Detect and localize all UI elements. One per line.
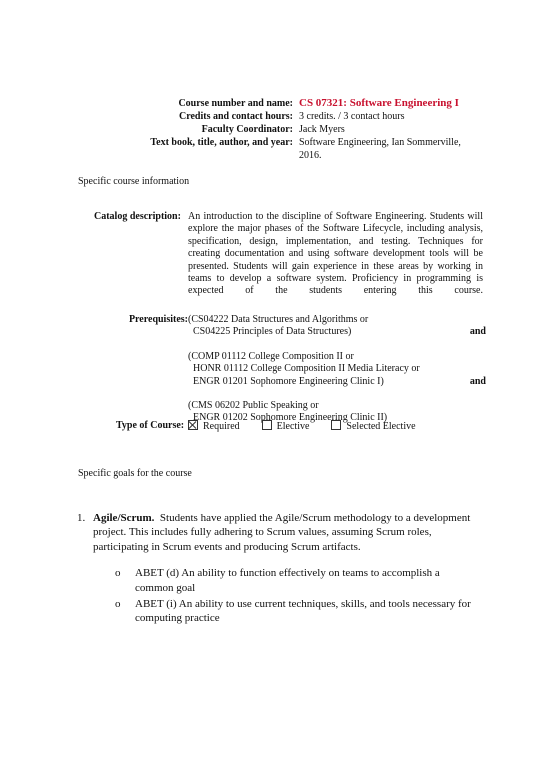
subgoal-list [115, 566, 473, 626]
prerequisite-line: (COMP 01112 College Composition II or [188, 350, 354, 362]
catalog-description [94, 211, 483, 298]
specific-goals-heading: Specific goals for the course [78, 468, 192, 479]
prerequisite-conjunction: and [469, 375, 486, 387]
course-info-row [60, 123, 469, 136]
prerequisite-conjunction: and [469, 326, 486, 337]
course-number-label: Course number and name: [178, 98, 293, 109]
unchecked-box-icon[interactable] [331, 420, 341, 430]
credits-label: Credits and contact hours: [179, 111, 293, 122]
option-label: Elective [276, 421, 310, 432]
goals-list [77, 511, 473, 626]
coordinator-value: Jack Myers [299, 124, 345, 135]
textbook-value: Software Engineering, Ian Sommerville, 2016. [299, 137, 461, 161]
credits-value: 3 credits. / 3 contact hours [299, 111, 405, 122]
goal-text: Students have applied the Agile/Scrum methodology to a development project. This includes fully adhering to Scrum values, assuming Scrum roles, participating in Scrum events and producing Scrum artifacts. [93, 512, 471, 553]
goal-number: 1. [77, 512, 86, 524]
subgoal-item [115, 566, 473, 595]
specific-course-info-heading: Specific course information [78, 176, 190, 187]
goal-title: Agile/Scrum. [93, 512, 155, 524]
prerequisite-group [188, 314, 486, 339]
catalog-text: An introduction to the discipline of Software Engineering. Students will explore the major phases of the Software Lifecycle, including analysis, specification, design, implementation, and testing. Techniques for creating documentation and using software development tools will be presented. Students will gain experience in these areas by working in teams to develop a software system. Proficiency in programming is expected of the students entering this course. [188, 211, 483, 297]
type-of-course [116, 420, 438, 432]
goal-item [77, 511, 473, 626]
course-info-row [60, 136, 469, 162]
option-label: Selected Elective [346, 421, 416, 432]
prerequisite-group [188, 350, 486, 388]
circle-bullet-icon: o [115, 598, 121, 611]
prerequisite-line: (CMS 06202 Public Speaking or [188, 400, 319, 412]
goal-body [93, 511, 473, 554]
textbook-label: Text book, title, author, and year: [150, 137, 293, 148]
option-required[interactable] [188, 420, 240, 432]
checked-box-icon[interactable] [188, 420, 198, 430]
subgoal-item [115, 597, 473, 626]
circle-bullet-icon: o [115, 567, 121, 580]
prerequisites [94, 314, 486, 437]
prerequisite-line: CS04225 Principles of Data Structures) [193, 326, 352, 338]
subgoal-text: ABET (d) An ability to function effectively on teams to accomplish a common goal [135, 567, 440, 594]
prerequisite-line: (CS04222 Data Structures and Algorithms or [188, 314, 369, 325]
subgoal-text: ABET (i) An ability to use current techniques, skills, and tools necessary for computing practice [135, 598, 471, 625]
course-info-row [60, 110, 469, 123]
unchecked-box-icon[interactable] [262, 420, 272, 430]
course-info-row [60, 97, 469, 110]
course-number-value: CS 07321: Software Engineering I [299, 97, 459, 109]
prerequisite-line: HONR 01112 College Composition II Media Literacy or [193, 363, 420, 375]
option-selected-elective[interactable] [331, 420, 415, 432]
catalog-label: Catalog description: [94, 211, 181, 222]
type-of-course-label: Type of Course: [116, 420, 185, 431]
course-info-table [60, 97, 469, 162]
prerequisites-label: Prerequisites: [128, 314, 188, 325]
prerequisites-list [188, 314, 486, 437]
option-elective[interactable] [262, 420, 310, 432]
prerequisite-line: ENGR 01202 Sophomore Engineering Clinic II) [193, 412, 388, 424]
prerequisite-line: ENGR 01201 Sophomore Engineering Clinic I) [193, 375, 384, 387]
coordinator-label: Faculty Coordinator: [201, 124, 293, 135]
option-label: Required [203, 421, 240, 432]
